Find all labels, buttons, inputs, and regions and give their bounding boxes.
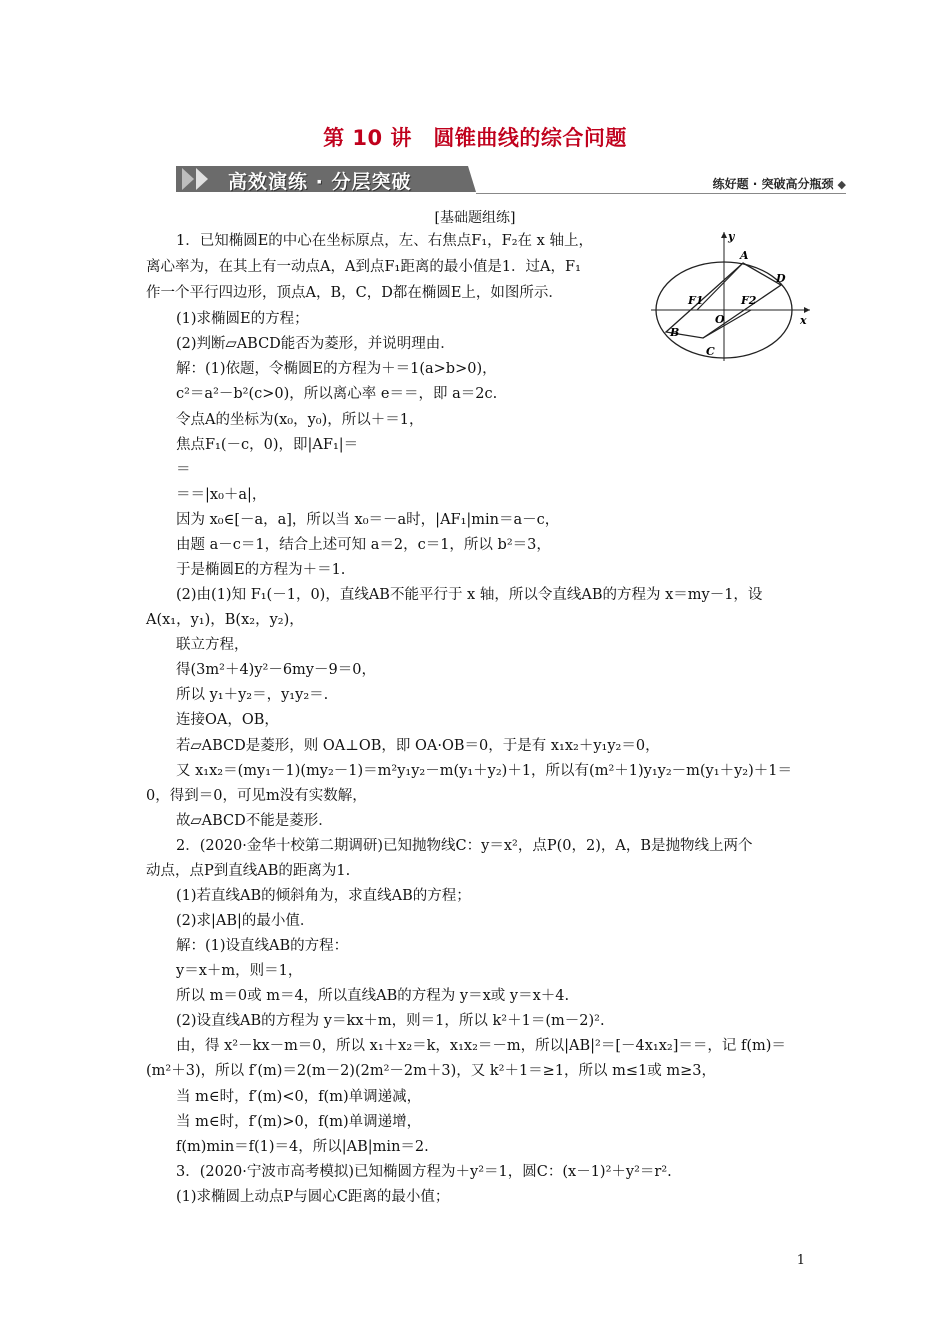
text-line: (m²＋3)，所以 f′(m)＝2(m－2)(2m²－2m＋3)，又 k²＋1＝≥1，所以 m≤1或 m≥3， xyxy=(146,1063,717,1079)
section-label: [基础题组练] xyxy=(434,210,516,226)
text-line: 又 x₁x₂＝(my₁－1)(my₂－1)＝m²y₁y₂－m(y₁＋y₂)＋1，所以有(m²＋1)y₁y₂－m(y₁＋y₂)＋1＝ xyxy=(176,763,792,779)
text-line: c²＝a²－b²(c>0)，所以离心率 e＝＝，即 a＝2c. xyxy=(176,386,498,402)
text-line: (1)求椭圆E的方程； xyxy=(176,311,309,327)
text-line: 0，得到＝0，可见m没有实数解， xyxy=(146,788,367,804)
text-line: 当 m∈时，f′(m)<0，f(m)单调递减， xyxy=(176,1089,422,1105)
text-line: 若▱ABCD是菱形，则 OA⊥OB，即 OA·OB＝0，于是有 x₁x₂＋y₁y₂＝0， xyxy=(176,738,660,754)
text-line: 1．已知椭圆E的中心在坐标原点，左、右焦点F₁，F₂在 x 轴上， xyxy=(176,233,593,249)
text-line: 由题 a－c＝1，结合上述可知 a＝2，c＝1，所以 b²＝3， xyxy=(176,537,551,553)
text-line: 所以 m＝0或 m＝4，所以直线AB的方程为 y＝x或 y＝x＋4. xyxy=(176,988,570,1004)
text-line: (2)设直线AB的方程为 y＝kx＋m，则＝1，所以 k²＋1＝(m－2)². xyxy=(176,1013,605,1029)
text-line: 焦点F₁(－c，0)，即|AF₁|＝ xyxy=(176,437,359,453)
text-line: 解：(1)依题，令椭圆E的方程为＋＝1(a>b>0)， xyxy=(176,361,497,377)
text-line: (2)求|AB|的最小值． xyxy=(176,913,315,929)
banner-text: 高效演练 · 分层突破 xyxy=(228,171,412,193)
text-line: (1)求椭圆上动点P与圆心C距离的最小值； xyxy=(176,1189,450,1205)
banner-tagline: 练好题 · 突破高分瓶颈 ◆ xyxy=(712,177,846,191)
text-line: (2)由(1)知 F₁(－1，0)，直线AB不能平行于 x 轴，所以令直线AB的方程为 x＝my－1，设 xyxy=(176,587,763,603)
figure-label-x: x xyxy=(800,314,807,327)
text-line: 故▱ABCD不能是菱形． xyxy=(176,813,333,829)
page-title: 第 10 讲 圆锥曲线的综合问题 xyxy=(323,126,627,150)
text-line: 连接OA，OB， xyxy=(176,712,279,728)
text-line: 离心率为，在其上有一动点A，A到点F₁距离的最小值是1．过A，F₁ xyxy=(146,259,581,275)
figure-label-b: B xyxy=(670,326,680,339)
text-line: 作一个平行四边形，顶点A，B，C，D都在椭圆E上，如图所示． xyxy=(146,285,563,301)
text-line: 由，得 x²－kx－m＝0，所以 x₁＋x₂＝k，x₁x₂＝－m，所以|AB|²＝[－4x₁x₂]＝＝，记 f(m)＝ xyxy=(176,1038,786,1054)
section-banner xyxy=(176,164,476,194)
text-line: 动点，点P到直线AB的距离为1. xyxy=(146,863,351,879)
figure-label-f2: F2 xyxy=(741,294,757,307)
figure-label-c: C xyxy=(706,345,715,358)
text-line: 2．(2020·金华十校第二期调研)已知抛物线C：y＝x²，点P(0，2)，A，B是抛物线上两个 xyxy=(176,838,753,854)
figure-label-d: D xyxy=(776,272,786,285)
page-number: 1 xyxy=(796,1253,805,1268)
text-line: (1)若直线AB的倾斜角为，求直线AB的方程； xyxy=(176,888,471,904)
text-line: 于是椭圆E的方程为＋＝1. xyxy=(176,562,346,578)
text-line: (2)判断▱ABCD能否为菱形，并说明理由． xyxy=(176,336,455,352)
text-line: f(m)min＝f(1)＝4，所以|AB|min＝2. xyxy=(176,1139,429,1155)
ellipse-figure xyxy=(648,228,813,363)
text-line: 得(3m²＋4)y²－6my－9＝0， xyxy=(176,662,376,678)
figure-label-f1: F1 xyxy=(688,294,704,307)
diamond-icon: ◆ xyxy=(837,178,846,191)
text-line: y＝x＋m，则＝1， xyxy=(176,963,303,979)
text-line: 3．(2020·宁波市高考模拟)已知椭圆方程为＋y²＝1，圆C：(x－1)²＋y²＝r². xyxy=(176,1164,672,1180)
figure-label-a: A xyxy=(740,249,749,262)
text-line: ＝＝|x₀＋a|， xyxy=(176,487,267,503)
figure-label-o: O xyxy=(715,313,725,326)
figure-label-y: y xyxy=(728,230,735,243)
banner-rule xyxy=(476,193,846,194)
text-line: 当 m∈时，f′(m)>0，f(m)单调递增， xyxy=(176,1114,422,1130)
text-line: 联立方程， xyxy=(176,637,249,653)
text-line: 令点A的坐标为(x₀，y₀)，所以＋＝1， xyxy=(176,412,424,428)
text-line: 因为 x₀∈[－a，a]，所以当 x₀＝－a时，|AF₁|min＝a－c， xyxy=(176,512,560,528)
text-line: 解：(1)设直线AB的方程： xyxy=(176,938,349,954)
text-line: A(x₁，y₁)，B(x₂，y₂)， xyxy=(146,612,304,628)
text-line: 所以 y₁＋y₂＝，y₁y₂＝. xyxy=(176,687,329,703)
text-line: ＝ xyxy=(176,462,191,478)
